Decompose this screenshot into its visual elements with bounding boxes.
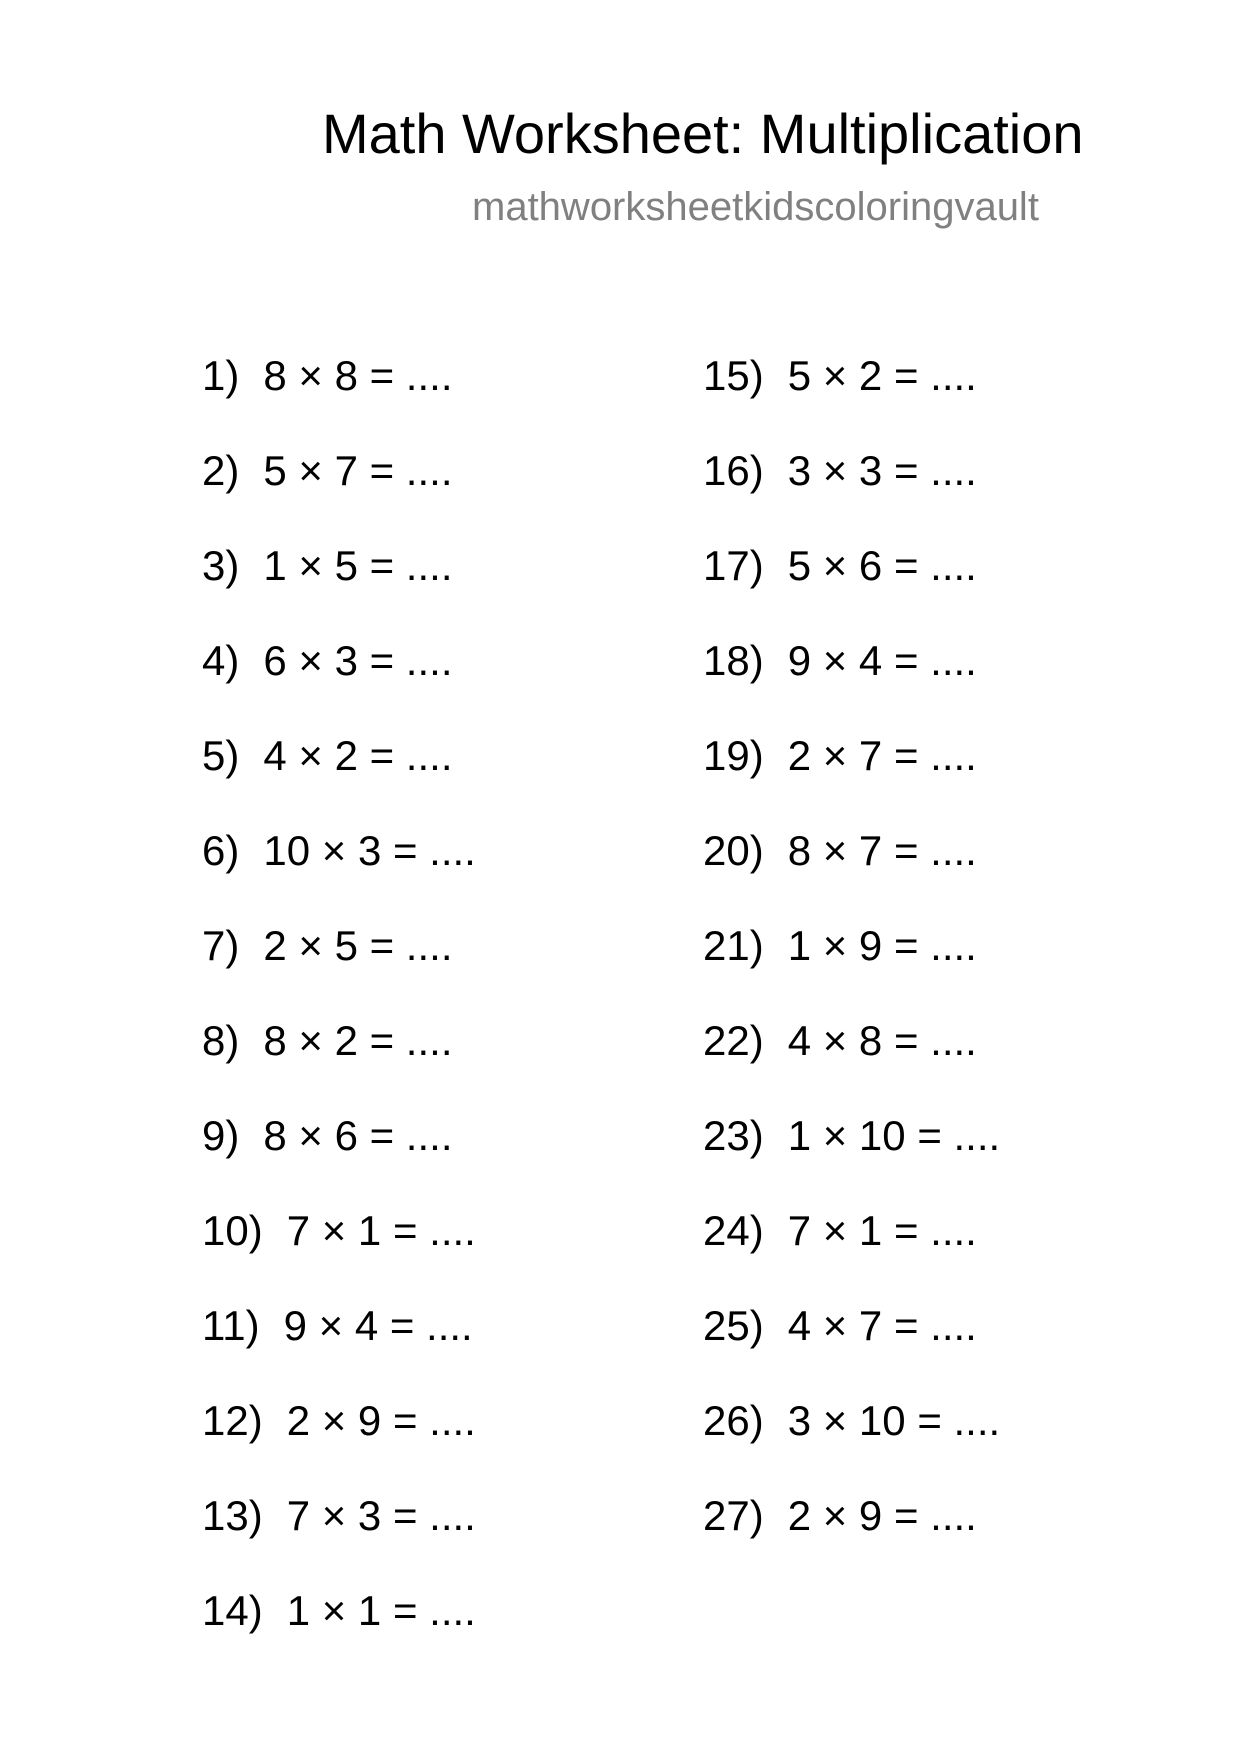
problem-expression: 3 × 3 = .... [787,447,977,494]
problem-expression: 1 × 1 = .... [286,1587,476,1634]
problem-item [703,1395,1000,1490]
problem-expression: 7 × 1 = .... [787,1207,977,1254]
problem-item [202,1395,476,1490]
problem-expression: 1 × 9 = .... [787,922,977,969]
problem-expression: 2 × 9 = .... [787,1492,977,1539]
problem-item [202,730,476,825]
problem-item [202,1300,476,1395]
problem-expression: 6 × 3 = .... [263,637,453,684]
problem-expression: 9 × 4 = .... [787,637,977,684]
problem-number: 7) [202,922,240,969]
problem-expression: 1 × 10 = .... [787,1112,1001,1159]
problem-item [202,445,476,540]
problem-number: 14) [202,1587,263,1634]
problem-item [202,1015,476,1110]
problem-item [202,825,476,920]
problem-number: 23) [703,1112,764,1159]
problem-expression: 2 × 9 = .... [286,1397,476,1444]
problem-item [703,1205,1000,1300]
problem-number: 16) [703,447,764,494]
problem-item [202,1490,476,1585]
problem-number: 25) [703,1302,764,1349]
problem-number: 3) [202,542,240,589]
problem-number: 18) [703,637,764,684]
problem-number: 24) [703,1207,764,1254]
problem-number: 22) [703,1017,764,1064]
problem-number: 13) [202,1492,263,1539]
problem-item [703,1300,1000,1395]
problem-item [202,350,476,445]
problem-item [703,730,1000,825]
problem-expression: 7 × 3 = .... [286,1492,476,1539]
problem-item [703,540,1000,635]
problem-item [202,1110,476,1205]
problem-column-left [202,350,476,1680]
problem-number: 4) [202,637,240,684]
problem-item [202,1205,476,1300]
problem-item [202,1585,476,1680]
problem-number: 26) [703,1397,764,1444]
problem-expression: 1 × 5 = .... [263,542,453,589]
problem-item [202,920,476,1015]
problem-number: 10) [202,1207,263,1254]
problem-number: 2) [202,447,240,494]
problem-number: 6) [202,827,240,874]
problem-expression: 8 × 2 = .... [263,1017,453,1064]
problem-number: 21) [703,922,764,969]
problem-expression: 5 × 7 = .... [263,447,453,494]
problem-expression: 5 × 2 = .... [787,352,977,399]
problem-expression: 5 × 6 = .... [787,542,977,589]
problem-number: 9) [202,1112,240,1159]
problem-number: 27) [703,1492,764,1539]
problem-number: 15) [703,352,764,399]
problem-expression: 10 × 3 = .... [263,827,476,874]
problem-number: 11) [202,1302,260,1349]
problem-item [703,445,1000,540]
problem-item [703,920,1000,1015]
problem-item [703,1015,1000,1110]
worksheet-subtitle: mathworksheetkidscoloringvault [472,185,1039,229]
problem-item [703,350,1000,445]
problem-item [703,1490,1000,1585]
problem-number: 12) [202,1397,263,1444]
problem-expression: 4 × 8 = .... [787,1017,977,1064]
problem-expression: 4 × 7 = .... [787,1302,977,1349]
problem-number: 1) [202,352,240,399]
problem-expression: 9 × 4 = .... [283,1302,473,1349]
problem-number: 17) [703,542,764,589]
problem-number: 19) [703,732,764,779]
problem-item [703,825,1000,920]
problem-expression: 7 × 1 = .... [286,1207,476,1254]
problem-number: 5) [202,732,240,779]
worksheet-title: Math Worksheet: Multiplication [322,102,1084,165]
problem-expression: 4 × 2 = .... [263,732,453,779]
problem-item [202,635,476,730]
problem-item [202,540,476,635]
problem-expression: 8 × 6 = .... [263,1112,453,1159]
problem-expression: 8 × 7 = .... [787,827,977,874]
problem-item [703,635,1000,730]
problem-expression: 2 × 7 = .... [787,732,977,779]
problem-expression: 8 × 8 = .... [263,352,453,399]
problem-number: 8) [202,1017,240,1064]
problem-item [703,1110,1000,1205]
problem-expression: 3 × 10 = .... [787,1397,1001,1444]
problem-expression: 2 × 5 = .... [263,922,453,969]
problem-column-right [703,350,1000,1585]
problem-number: 20) [703,827,764,874]
